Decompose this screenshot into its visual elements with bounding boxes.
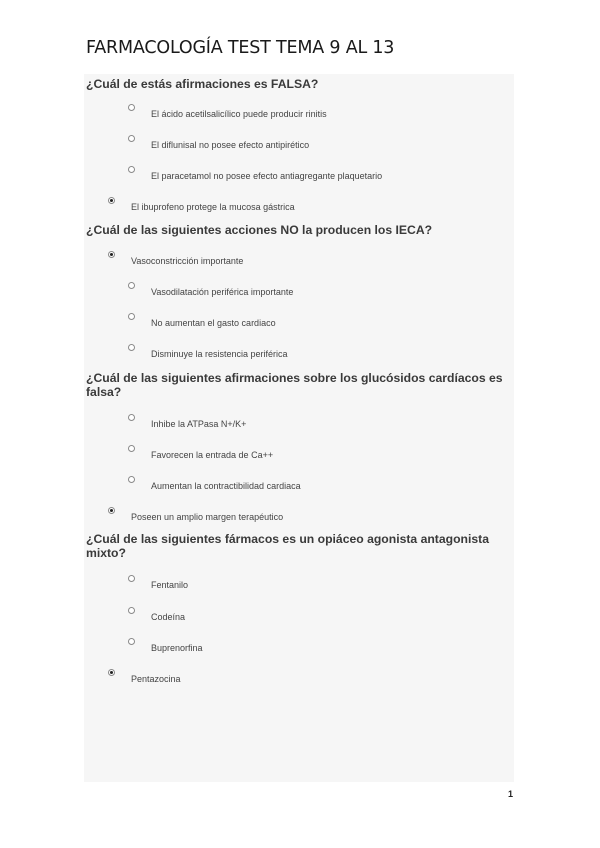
radio-button[interactable]	[128, 575, 135, 582]
radio-button[interactable]	[128, 445, 135, 452]
q4-option-3-label: Buprenorfina	[151, 643, 203, 653]
question-1-text: ¿Cuál de estás afirmaciones es FALSA?	[86, 77, 319, 91]
q1-option-3-label: El paracetamol no posee efecto antiagregante plaquetario	[151, 171, 383, 181]
radio-button[interactable]	[128, 344, 135, 351]
q4-option-1-label: Fentanilo	[151, 580, 189, 590]
radio-button-selected[interactable]	[108, 251, 115, 258]
q1-option-2[interactable]	[128, 140, 309, 150]
q1-option-2-label: El diflunisal no posee efecto antipirético	[151, 140, 310, 150]
q3-option-2[interactable]	[128, 450, 273, 460]
radio-button[interactable]	[128, 638, 135, 645]
q3-option-3[interactable]	[128, 481, 301, 491]
q1-option-4-label: El ibuprofeno protege la mucosa gástrica	[131, 202, 295, 212]
page-number: 1	[508, 789, 514, 799]
q3-option-1[interactable]	[128, 419, 246, 429]
radio-button[interactable]	[128, 104, 135, 111]
q2-option-2-label: Vasodilatación periférica importante	[151, 287, 294, 297]
radio-button[interactable]	[128, 166, 135, 173]
question-2-text: ¿Cuál de las siguientes acciones NO la producen los IECA?	[86, 223, 433, 237]
q2-option-3[interactable]	[128, 318, 276, 328]
q4-option-4[interactable]	[108, 674, 181, 684]
q3-option-1-label: Inhibe la ATPasa N+/K+	[151, 419, 247, 429]
radio-button[interactable]	[128, 282, 135, 289]
q3-option-2-label: Favorecen la entrada de Ca++	[151, 450, 274, 460]
q2-option-3-label: No aumentan el gasto cardiaco	[151, 318, 276, 328]
question-4-text: ¿Cuál de las siguientes fármacos es un opiáceo agonista antagonista mixto?	[86, 532, 489, 560]
q3-option-3-label: Aumentan la contractibilidad cardiaca	[151, 481, 301, 491]
q4-option-4-label: Pentazocina	[131, 674, 181, 684]
radio-button-selected[interactable]	[108, 669, 115, 676]
radio-button[interactable]	[128, 476, 135, 483]
radio-button[interactable]	[128, 313, 135, 320]
q4-option-2-label: Codeína	[151, 612, 186, 622]
q2-option-4[interactable]	[128, 349, 288, 359]
radio-button[interactable]	[128, 135, 135, 142]
radio-button[interactable]	[128, 607, 135, 614]
radio-button-selected[interactable]	[108, 197, 115, 204]
q1-option-1[interactable]	[128, 109, 327, 119]
q4-option-2[interactable]	[128, 612, 185, 622]
q3-option-4-label: Poseen un amplio margen terapéutico	[131, 512, 284, 522]
q4-option-3[interactable]	[128, 643, 203, 653]
q1-option-1-label: El ácido acetilsalicílico puede producir rinitis	[151, 109, 327, 119]
q3-option-4[interactable]	[108, 512, 283, 522]
q4-option-1[interactable]	[128, 580, 188, 590]
q2-option-2[interactable]	[128, 287, 293, 297]
q1-option-4[interactable]	[108, 202, 295, 212]
radio-button[interactable]	[128, 414, 135, 421]
question-3-text: ¿Cuál de las siguientes afirmaciones sobre los glucósidos cardíacos es falsa?	[86, 371, 503, 399]
document-title: FARMACOLOGÍA TEST TEMA 9 AL 13	[86, 38, 395, 58]
q2-option-1-label: Vasoconstricción importante	[131, 256, 244, 266]
q2-option-1[interactable]	[108, 256, 243, 266]
q1-option-3[interactable]	[128, 171, 382, 181]
q2-option-4-label: Disminuye la resistencia periférica	[151, 349, 288, 359]
radio-button-selected[interactable]	[108, 507, 115, 514]
